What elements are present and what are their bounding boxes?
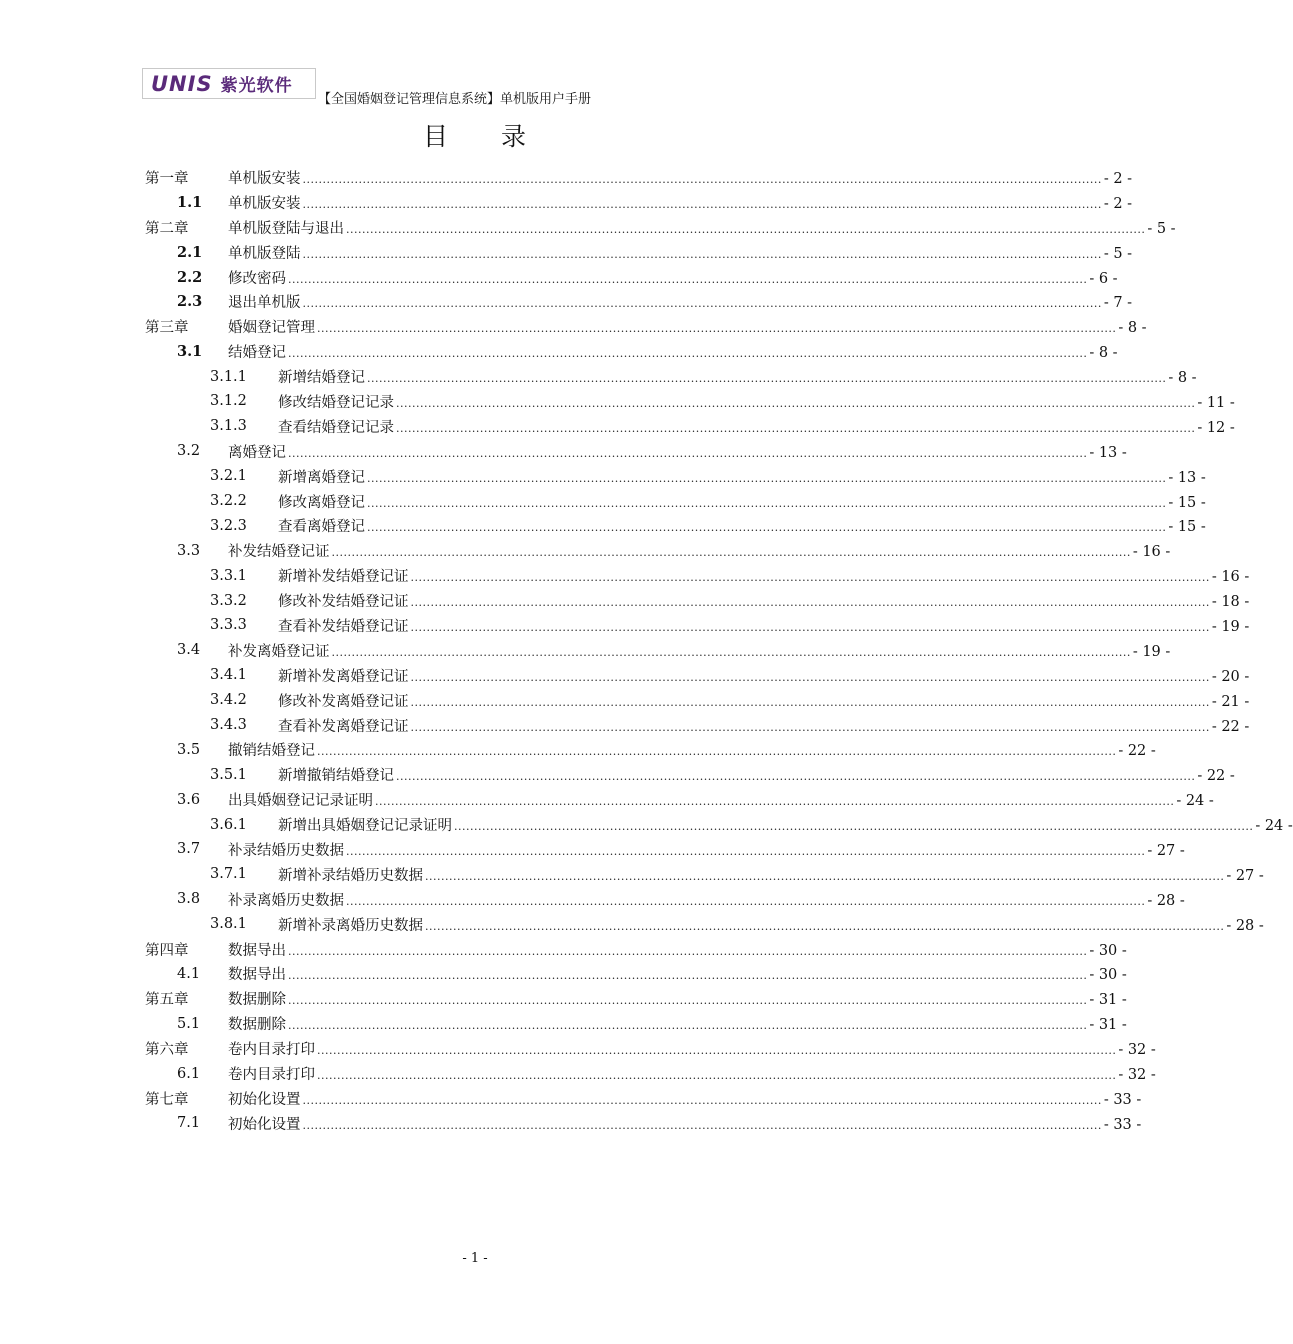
toc-dot-leader: ........................................................................................................................................................................................................ [367, 496, 1167, 510]
toc-entry-page: - 27 - [1147, 842, 1185, 859]
toc-entry-page: - 16 - [1132, 544, 1171, 561]
toc-entry-page: - 22 - [1118, 743, 1156, 760]
toc-entry-number: 3.1 [177, 343, 203, 361]
toc-entry-page: - 6 - [1089, 270, 1118, 287]
toc-entry[interactable] [145, 265, 1118, 290]
toc-entry-line [278, 715, 1250, 736]
toc-entry-page: - 8 - [1118, 320, 1147, 337]
toc-entry-line [228, 739, 1156, 760]
toc-entry[interactable] [145, 439, 1127, 464]
toc-entry-number: 第六章 [145, 1042, 189, 1059]
logo-text-en: UNIS [151, 71, 213, 96]
toc-dot-leader: ........................................................................................................................................................................................................ [317, 1044, 1117, 1058]
toc-dot-leader: ........................................................................................................................................................................................................ [375, 795, 1175, 809]
toc-entry[interactable] [145, 1011, 1127, 1036]
toc-entry-number: 3.2.1 [210, 468, 247, 485]
toc-entry[interactable] [145, 489, 1206, 514]
toc-entry-number: 3.2.3 [210, 517, 247, 534]
toc-entry-line [278, 590, 1250, 611]
toc-entry-page: - 30 - [1089, 942, 1127, 959]
toc-entry-number: 3.4 [177, 642, 201, 659]
toc-entry[interactable] [145, 538, 1171, 563]
toc-entry-number: 3.8.1 [210, 916, 247, 933]
toc-entry-number: 3.8 [177, 891, 201, 908]
toc-dot-leader: ........................................................................................................................................................................................................ [367, 521, 1167, 535]
toc-entry-line [278, 914, 1264, 935]
toc-entry[interactable] [145, 663, 1250, 688]
toc-entry-number: 3.2.2 [210, 493, 247, 510]
toc-entry[interactable] [145, 165, 1133, 190]
toc-entry-number: 3.3.1 [210, 567, 247, 584]
toc-entry-page: - 19 - [1211, 618, 1250, 635]
toc-entry-title: 新增离婚登记 [278, 469, 365, 486]
toc-entry-page: - 8 - [1168, 370, 1197, 387]
toc-entry[interactable] [145, 862, 1264, 887]
toc-dot-leader: ........................................................................................................................................................................................................ [346, 894, 1146, 908]
toc-entry-title: 出具婚姻登记记录证明 [228, 793, 373, 810]
toc-entry-title: 数据导出 [228, 967, 286, 984]
toc-dot-leader: ........................................................................................................................................................................................................ [302, 1118, 1102, 1132]
toc-entry-number: 3.7.1 [210, 866, 247, 883]
toc-dot-leader: ........................................................................................................................................................................................................ [410, 670, 1210, 684]
toc-entry-page: - 18 - [1211, 594, 1250, 611]
toc-dot-leader: ........................................................................................................................................................................................................ [331, 546, 1131, 560]
toc-entry-line [278, 565, 1250, 586]
toc-entry-line [278, 515, 1206, 536]
toc-entry-line [278, 466, 1206, 487]
toc-entry-line [228, 939, 1127, 960]
toc-entry-title: 修改密码 [228, 270, 286, 287]
toc-entry-number: 3.5.1 [210, 766, 247, 783]
toc-entry-title: 新增补发结婚登记证 [278, 569, 409, 586]
toc-entry[interactable] [145, 364, 1197, 389]
toc-entry[interactable] [145, 787, 1214, 812]
toc-dot-leader: ........................................................................................................................................................................................................ [288, 446, 1088, 460]
toc-entry-line [228, 540, 1171, 561]
toc-entry-line [228, 267, 1118, 288]
toc-entry-title: 修改补发离婚登记证 [278, 693, 409, 710]
toc-entry-line [228, 1088, 1142, 1109]
toc-entry-line [228, 988, 1127, 1009]
toc-entry-page: - 13 - [1168, 469, 1206, 486]
toc-dot-leader: ........................................................................................................................................................................................................ [396, 770, 1196, 784]
toc-entry-title: 数据删除 [228, 992, 286, 1009]
toc-entry-title: 补录结婚历史数据 [228, 842, 344, 859]
toc-dot-leader: ........................................................................................................................................................................................................ [302, 1093, 1102, 1107]
toc-entry-page: - 15 - [1168, 519, 1206, 536]
toc-entry-title: 单机版登陆与退出 [228, 220, 344, 237]
toc-entry-title: 初始化设置 [228, 1116, 301, 1133]
toc-entry[interactable] [145, 1036, 1156, 1061]
toc-entry[interactable] [145, 912, 1264, 937]
toc-dot-leader: ........................................................................................................................................................................................................ [302, 247, 1102, 261]
toc-entry-page: - 2 - [1103, 170, 1133, 187]
toc-dot-leader: ........................................................................................................................................................................................................ [302, 297, 1102, 311]
toc-entry-number: 第五章 [145, 992, 189, 1009]
toc-entry-page: - 24 - [1176, 793, 1214, 810]
toc-entry-line [278, 690, 1250, 711]
toc-entry-page: - 11 - [1197, 394, 1235, 411]
toc-dot-leader: ........................................................................................................................................................................................................ [396, 396, 1196, 410]
toc-dot-leader: ........................................................................................................................................................................................................ [367, 372, 1167, 386]
toc-dot-leader: ........................................................................................................................................................................................................ [425, 919, 1225, 933]
toc-dot-leader: ........................................................................................................................................................................................................ [317, 745, 1117, 759]
toc-entry-page: - 5 - [1103, 245, 1133, 262]
toc-entry-number: 7.1 [177, 1115, 201, 1132]
toc-entry-number: 6.1 [177, 1065, 201, 1082]
toc-dot-leader: ........................................................................................................................................................................................................ [454, 820, 1254, 834]
toc-entry-line [228, 839, 1185, 860]
toc-dot-leader: ........................................................................................................................................................................................................ [317, 322, 1117, 336]
toc-entry-page: - 7 - [1103, 295, 1133, 312]
toc-entry-page: - 32 - [1118, 1042, 1156, 1059]
toc-entry-line [278, 366, 1197, 387]
toc-entry-title: 新增撤销结婚登记 [278, 768, 394, 785]
toc-dot-leader: ........................................................................................................................................................................................................ [410, 620, 1210, 634]
toc-entry-number: 3.3.3 [210, 617, 247, 634]
toc-entry-title: 新增补录离婚历史数据 [278, 917, 423, 934]
toc-entry[interactable] [145, 962, 1127, 987]
toc-dot-leader: ........................................................................................................................................................................................................ [288, 969, 1088, 983]
toc-entry-line [278, 814, 1293, 835]
toc-entry-number: 3.3 [177, 542, 201, 559]
toc-entry-page: - 19 - [1132, 643, 1171, 660]
toc-dot-leader: ........................................................................................................................................................................................................ [425, 869, 1225, 883]
toc-entry-page: - 31 - [1089, 1017, 1127, 1034]
toc-entry[interactable] [145, 1111, 1142, 1136]
toc-dot-leader: ........................................................................................................................................................................................................ [396, 421, 1196, 435]
toc-entry-number: 3.4.1 [210, 667, 247, 684]
toc-entry-title: 数据导出 [228, 942, 286, 959]
toc-entry-title: 撤销结婚登记 [228, 743, 315, 760]
toc-entry-page: - 28 - [1226, 917, 1264, 934]
toc-entry-page: - 24 - [1255, 818, 1293, 835]
toc-entry-page: - 22 - [1211, 718, 1250, 735]
toc-entry-line [278, 665, 1250, 686]
page-number: - 1 - [462, 1251, 488, 1266]
toc-entry-number: 3.4.2 [210, 692, 247, 709]
toc-entry-title: 单机版安装 [228, 195, 301, 212]
toc-entry[interactable] [145, 513, 1206, 538]
toc-entry-page: - 12 - [1197, 419, 1235, 436]
toc-entry-line [228, 441, 1127, 462]
toc-entry[interactable] [145, 613, 1250, 638]
toc-entry-title: 新增补录结婚历史数据 [278, 867, 423, 884]
toc-entry-line [228, 167, 1133, 188]
toc-dot-leader: ........................................................................................................................................................................................................ [317, 1069, 1117, 1082]
toc-entry-title: 退出单机版 [228, 295, 301, 312]
toc-dot-leader: ........................................................................................................................................................................................................ [410, 596, 1210, 610]
toc-entry-number: 3.2 [177, 443, 201, 460]
toc-entry-title: 补发离婚登记证 [228, 643, 330, 660]
toc-entry-page: - 31 - [1089, 992, 1127, 1009]
toc-entry-number: 2.2 [177, 268, 203, 286]
toc-dot-leader: ........................................................................................................................................................................................................ [288, 272, 1088, 286]
toc-dot-leader: ........................................................................................................................................................................................................ [410, 571, 1210, 585]
toc-entry-line [278, 615, 1250, 636]
toc-entry-page: - 27 - [1226, 867, 1264, 884]
logo-text-cn: 紫光软件 [220, 76, 293, 96]
toc-entry-title: 补录离婚历史数据 [228, 892, 344, 909]
toc-entry-page: - 30 - [1089, 967, 1127, 984]
toc-entry-title: 查看补发离婚登记证 [278, 718, 409, 735]
toc-entry[interactable] [145, 215, 1176, 240]
toc-entry-line [228, 889, 1185, 910]
toc-entry-line [228, 192, 1133, 213]
toc-entry[interactable] [145, 937, 1127, 962]
page-title: 目 录 [422, 122, 527, 151]
toc-entry-number: 3.6 [177, 791, 201, 808]
toc-entry-page: - 21 - [1211, 693, 1250, 710]
toc-entry-number: 5.1 [177, 1015, 201, 1032]
toc-entry-number: 3.1.2 [210, 393, 247, 410]
toc-entry-title: 婚姻登记管理 [228, 320, 315, 337]
toc-entry[interactable] [145, 464, 1206, 489]
toc-entry[interactable] [145, 1086, 1142, 1111]
toc-entry-line [228, 316, 1147, 337]
toc-entry-title: 修改补发结婚登记证 [278, 594, 409, 611]
toc-entry-line [278, 491, 1206, 512]
toc-entry-page: - 8 - [1089, 345, 1118, 362]
toc-entry-page: - 13 - [1089, 444, 1127, 461]
toc-entry[interactable] [145, 986, 1127, 1011]
toc-entry-page: - 33 - [1103, 1091, 1142, 1108]
toc-entry[interactable] [145, 414, 1235, 439]
toc-entry-title: 卷内目录打印 [228, 1042, 315, 1059]
toc-entry-number: 3.1.3 [210, 418, 247, 435]
toc-entry-title: 修改结婚登记记录 [278, 394, 394, 411]
company-logo [142, 68, 316, 99]
toc-entry-number: 3.4.3 [210, 717, 247, 734]
toc-entry-title: 单机版登陆 [228, 245, 301, 262]
toc-entry-title: 新增出具婚姻登记记录证明 [278, 818, 452, 835]
toc-entry-title: 新增补发离婚登记证 [278, 668, 409, 685]
toc-entry-line [278, 764, 1235, 785]
toc-dot-leader: ........................................................................................................................................................................................................ [331, 645, 1131, 659]
toc-entry-line [228, 640, 1171, 661]
toc-dot-leader: ........................................................................................................................................................................................................ [302, 197, 1102, 211]
toc-dot-leader: ........................................................................................................................................................................................................ [288, 944, 1088, 958]
toc-entry-page: - 20 - [1211, 668, 1250, 685]
toc-entry[interactable] [145, 837, 1185, 862]
toc-entry[interactable] [145, 887, 1185, 912]
toc-entry-title: 新增结婚登记 [278, 370, 365, 387]
toc-entry-number: 第二章 [145, 220, 189, 237]
toc-entry-number: 3.7 [177, 841, 201, 858]
toc-entry-number: 3.5 [177, 741, 201, 758]
toc-entry[interactable] [145, 314, 1147, 339]
toc-dot-leader: ........................................................................................................................................................................................................ [288, 994, 1088, 1008]
toc-entry-line [278, 391, 1235, 412]
toc-entry[interactable] [145, 190, 1133, 215]
toc-entry-title: 修改离婚登记 [278, 494, 365, 511]
toc-entry-page: - 33 - [1103, 1116, 1142, 1133]
toc-dot-leader: ........................................................................................................................................................................................................ [410, 720, 1210, 734]
toc-entry-title: 初始化设置 [228, 1091, 301, 1108]
toc-entry-title: 单机版安装 [228, 170, 301, 187]
toc-entry-line [228, 291, 1133, 312]
toc-entry-title: 查看结婚登记记录 [278, 419, 394, 436]
toc-entry-number: 第四章 [145, 942, 189, 959]
toc-entry[interactable] [145, 713, 1250, 738]
toc-entry-line [228, 217, 1176, 238]
toc-entry-page: - 28 - [1147, 892, 1185, 909]
toc-entry[interactable] [145, 389, 1235, 414]
toc-entry-page: - 5 - [1147, 220, 1176, 237]
toc-entry-number: 2.1 [177, 243, 203, 261]
toc-entry-page: - 15 - [1168, 494, 1206, 511]
toc-entry-line [228, 1063, 1156, 1084]
toc-entry[interactable] [145, 1061, 1156, 1086]
toc-entry-title: 卷内目录打印 [228, 1067, 315, 1083]
toc-entry-line [228, 789, 1214, 810]
toc-entry-line [278, 416, 1235, 437]
toc-dot-leader: ........................................................................................................................................................................................................ [346, 222, 1146, 236]
toc-entry[interactable] [145, 688, 1250, 713]
toc-entry[interactable] [145, 339, 1118, 364]
toc-entry-line [228, 242, 1133, 263]
toc-dot-leader: ........................................................................................................................................................................................................ [288, 347, 1088, 361]
toc-entry-title: 结婚登记 [228, 345, 286, 362]
toc-dot-leader: ........................................................................................................................................................................................................ [302, 172, 1102, 186]
toc-entry-line [228, 1113, 1142, 1134]
toc-entry[interactable] [145, 240, 1133, 265]
toc-entry-page: - 2 - [1103, 195, 1133, 212]
toc-entry-line [228, 963, 1127, 984]
table-of-contents [145, 165, 1293, 1136]
toc-dot-leader: ........................................................................................................................................................................................................ [288, 1019, 1088, 1033]
toc-entry-title: 查看补发结婚登记证 [278, 618, 409, 635]
toc-entry-title: 补发结婚登记证 [228, 544, 330, 561]
toc-entry-number: 3.1.1 [210, 368, 247, 385]
toc-entry-number: 第三章 [145, 320, 189, 337]
toc-entry-page: - 22 - [1197, 768, 1235, 785]
toc-entry-line [228, 1013, 1127, 1034]
toc-entry[interactable] [145, 289, 1133, 314]
toc-entry-number: 3.3.2 [210, 592, 247, 609]
toc-entry-title: 离婚登记 [228, 444, 286, 461]
toc-entry-number: 4.1 [177, 965, 201, 982]
header-title: 【全国婚姻登记管理信息系统】单机版用户手册 [318, 92, 592, 107]
toc-entry-title: 查看离婚登记 [278, 519, 365, 536]
toc-dot-leader: ........................................................................................................................................................................................................ [346, 844, 1146, 858]
toc-entry-number: 1.1 [177, 193, 203, 211]
toc-entry-number: 2.3 [177, 293, 203, 311]
toc-entry-number: 第一章 [145, 170, 189, 187]
toc-entry-number: 第七章 [145, 1091, 189, 1108]
toc-entry[interactable] [145, 638, 1171, 663]
toc-entry[interactable] [145, 762, 1235, 787]
toc-entry[interactable] [145, 737, 1156, 762]
toc-entry-line [228, 1038, 1156, 1059]
toc-entry-number: 3.6.1 [210, 816, 247, 833]
toc-dot-leader: ........................................................................................................................................................................................................ [367, 471, 1167, 485]
toc-entry[interactable] [145, 812, 1293, 837]
toc-entry-line [228, 341, 1118, 362]
toc-entry-line [278, 864, 1264, 885]
toc-entry-page: - 32 - [1118, 1067, 1156, 1083]
toc-entry-title: 数据删除 [228, 1017, 286, 1034]
toc-entry[interactable] [145, 563, 1250, 588]
toc-dot-leader: ........................................................................................................................................................................................................ [410, 695, 1210, 709]
toc-entry-page: - 16 - [1211, 569, 1250, 586]
toc-entry[interactable] [145, 588, 1250, 613]
